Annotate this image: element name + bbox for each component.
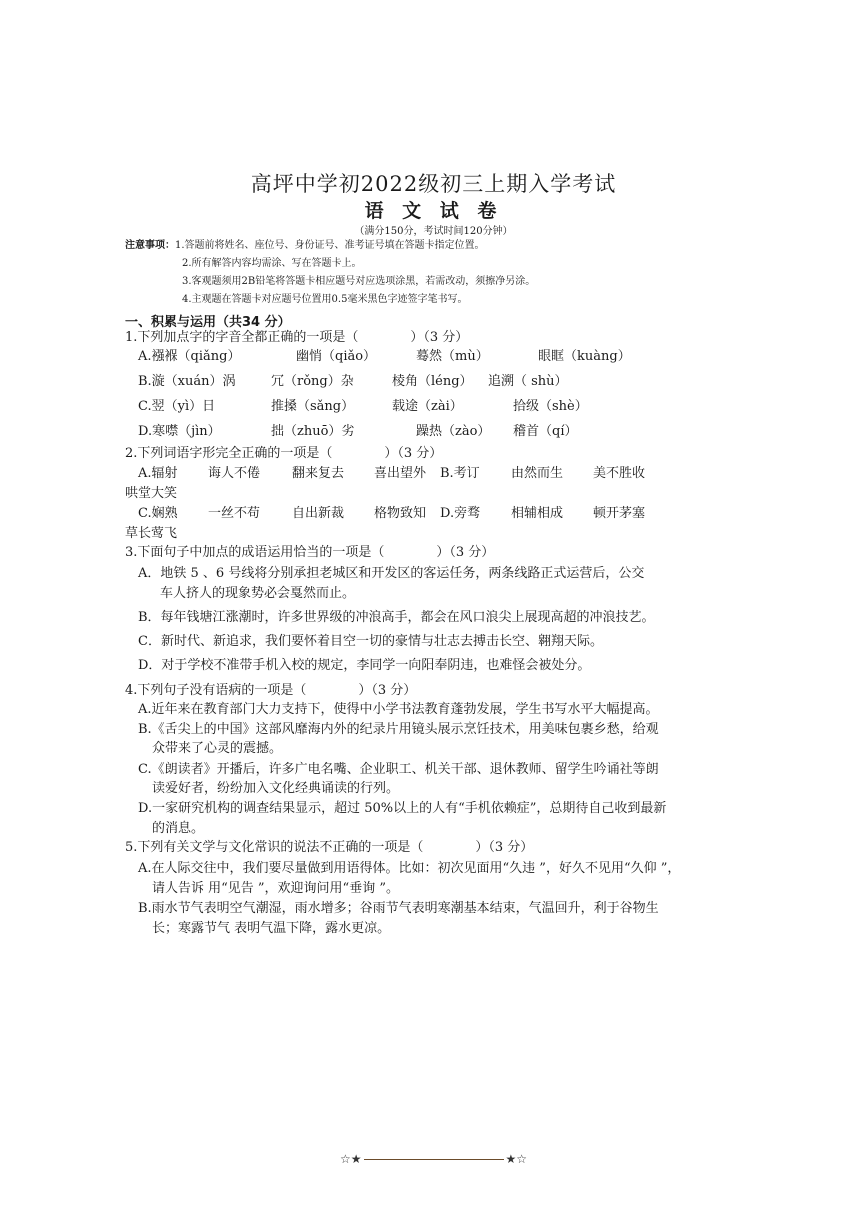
note-item: 2.所有解答内容均需涂、写在答题卡上。	[182, 258, 362, 269]
q5-option-a-cont: 请人告诉 用“见告 ”，欢迎询问用“垂询 ”。	[152, 881, 399, 896]
exam-title: 高坪中学初2022级初三上期入学考试	[250, 172, 617, 196]
q4-option-c-cont: 读爱好者，纷纷加入文化经典诵读的行列。	[152, 781, 400, 796]
q1-option: 拙（zhuō）劣	[271, 424, 355, 439]
q1-option: 追溯（ shù）	[488, 374, 568, 389]
q4-option-d-cont: 的消息。	[152, 821, 205, 836]
q2-word: C.娴熟	[138, 506, 178, 521]
q5-option-b-cont: 长；寒露节气 表明气温下降，露水更凉。	[152, 921, 391, 936]
q3-option-b: B．每年钱塘江涨潮时，许多世界级的冲浪高手，都会在风口浪尖上展现高超的冲浪技艺。	[138, 610, 655, 625]
q1-option: 幽悄（qiǎo）	[296, 349, 377, 364]
q1-option: 棱角（léng）	[392, 374, 473, 389]
section-title: 一、积累与运用（共34 分）	[125, 315, 291, 330]
q5-option-b: B.雨水节气表明空气潮湿，雨水增多；谷雨节气表明寒潮基本结束，气温回升，利于谷物生	[138, 901, 659, 916]
question-2-stem: 2.下列词语字形完全正确的一项是（ ）（3 分）	[125, 446, 443, 461]
note-item: 4.主观题在答题卡对应题号位置用0.5毫米黑色字迹签字笔书写。	[182, 294, 468, 305]
q1-option: D.寒噤（jìn）	[138, 424, 221, 439]
q4-option-d: D.一家研究机构的调查结果显示，超过 50%以上的人有“手机依赖症”，总期待自己收到最新	[138, 801, 667, 816]
q2-word: 由然而生	[511, 466, 564, 481]
q2-word: A.辐射	[138, 466, 178, 481]
q1-option: 蓦然（mù）	[416, 349, 489, 364]
notes-label: 注意事项：	[125, 240, 175, 251]
q1-option: 冗（rǒng）杂	[271, 374, 354, 389]
q2-word: 翻来复去	[292, 466, 345, 481]
score-note: （满分150分，考试时间120分钟）	[354, 226, 513, 237]
q1-option: 拾级（shè）	[513, 399, 588, 414]
q4-option-a: A.近年来在教育部门大力支持下，使得中小学书法教育蓬勃发展，学生书写水平大幅提高。	[138, 702, 659, 717]
q2-word: 美不胜收	[593, 466, 646, 481]
q2-word: 诲人不倦	[208, 466, 261, 481]
q2-word: 草长莺飞	[125, 526, 178, 541]
q3-option-a: A．地铁 5 、6 号线将分别承担老城区和开发区的客运任务，两条线路正式运营后，公交	[138, 566, 645, 581]
star-decoration-icon: ★☆	[505, 1152, 528, 1166]
q1-option: A.襁褓（qiǎng）	[138, 349, 241, 364]
q1-option: 躁热（zào）	[416, 424, 491, 439]
star-decoration-icon: ☆★	[339, 1152, 362, 1166]
q5-option-a: A.在人际交往中，我们要尽量做到用语得体。比如：初次见面用“久违 ”，好久不见用“久仰 ”，	[138, 861, 681, 876]
q2-word: 哄堂大笑	[125, 486, 178, 501]
q2-word: 相辅相成	[511, 506, 564, 521]
question-5-stem: 5.下列有关文学与文化常识的说法不正确的一项是（ ）（3 分）	[125, 840, 534, 855]
q3-option-c: C．新时代、新追求，我们要怀着目空一切的豪情与壮志去搏击长空、翱翔天际。	[138, 634, 603, 649]
q4-option-c: C.《朗读者》开播后，许多广电名嘴、企业职工、机关干部、退休教师、留学生吟诵社等朗	[138, 762, 659, 777]
q1-option: 稽首（qí）	[513, 424, 578, 439]
q3-option-d: D．对于学校不准带手机入校的规定，李同学一向阳奉阴违，也难怪会被处分。	[138, 658, 591, 673]
q4-option-b-cont: 众带来了心灵的震撼。	[152, 741, 283, 756]
page-footer	[0, 1152, 867, 1166]
q1-option: 载途（zài）	[392, 399, 463, 414]
q4-option-b: B.《舌尖上的中国》这部风靡海内外的纪录片用镜头展示烹饪技术，用美味包裹乡愁，给观	[138, 722, 659, 737]
q1-option: B.漩（xuán）涡	[138, 374, 236, 389]
q2-word: B.考订	[440, 466, 480, 481]
q2-word: 格物致知	[374, 506, 427, 521]
question-4-stem: 4.下列句子没有语病的一项是（ ）（3 分）	[125, 683, 417, 698]
q1-option: C.翌（yì）日	[138, 399, 216, 414]
exam-notes	[125, 237, 535, 309]
q1-option: 推搡（sǎng）	[271, 399, 355, 414]
note-item: 1.答题前将姓名、座位号、身份证号、准考证号填在答题卡指定位置。	[175, 240, 485, 251]
note-item: 3.客观题须用2B铅笔将答题卡相应题号对应选项涂黑，若需改动，须擦净另涂。	[182, 276, 536, 287]
question-3-stem: 3.下面句子中加点的成语运用恰当的一项是（ ）（3 分）	[125, 545, 495, 560]
q2-word: 自出新裁	[292, 506, 345, 521]
footer-divider	[364, 1159, 504, 1160]
q1-option: 眼眶（kuàng）	[538, 349, 631, 364]
q2-word: D.旁骛	[440, 506, 481, 521]
q2-word: 喜出望外	[374, 466, 427, 481]
question-1-stem: 1.下列加点字的字音全都正确的一项是（ ）（3 分）	[125, 330, 469, 345]
q2-word: 顿开茅塞	[593, 506, 646, 521]
q2-word: 一丝不苟	[208, 506, 261, 521]
exam-subtitle: 语 文 试 卷	[364, 200, 503, 222]
q3-option-a-cont: 车人挤人的现象势必会戛然而止。	[160, 586, 356, 601]
